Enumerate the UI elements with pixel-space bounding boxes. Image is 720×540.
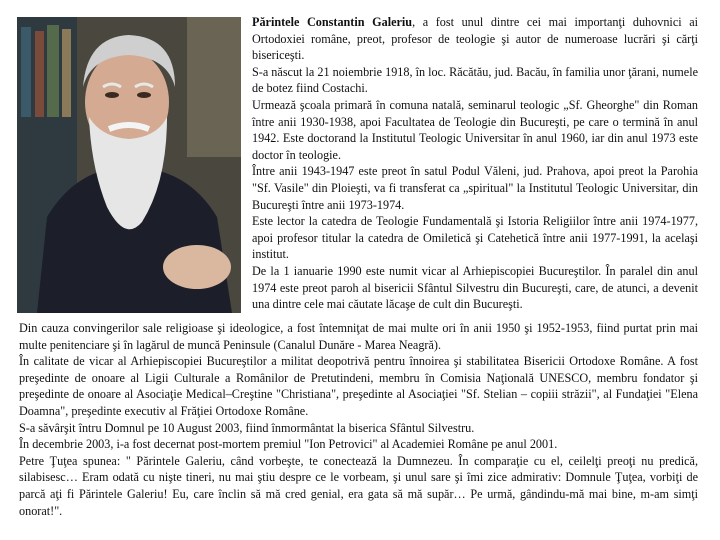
- subject-name: Părintele Constantin Galeriu: [252, 15, 413, 29]
- paragraph-teaching: Este lector la catedra de Teologie Fundamentală şi Istoria Religiilor între anii 1974-1977, apoi profesor titular la catedra de Omiletică şi Catehetică între anii 1977-1991, la acelaşi institut.: [252, 214, 698, 262]
- biography-top-column: [252, 14, 698, 313]
- portrait-photo: [17, 17, 241, 313]
- paragraph-imprisonment: Din cauza convingerilor sale religioase şi ideologice, a fost întemniţat de mai multe ori în anii 1950 şi 1952-1953, fiind purtat prin mai multe penitenciare şi în lagărul de muncă Peninsule (Canalul Dunăre - Marea Neagră).: [19, 321, 698, 352]
- paragraph-roles: În calitate de vicar al Arhiepiscopiei Bucureştilor a militat deopotrivă pentru înnoirea şi stabilitatea Bisericii Ortodoxe Române. A fost preşedinte de onoare al Ligii Culturale a Românilor de Pretutindeni, membru în Comisia Naţională UNESCO, membru fondator şi preşedinte de onoare al Asociaţie Medical–Creştine "Christiana", preşedinte al Asociaţiei "Sf. Stelian – copiii străzii", al Fundaţiei "Elena Doamna", preşedinte executiv al Frăţiei Ortodoxe Române.: [19, 354, 698, 418]
- intro-text: , a fost unul dintre cei mai importanţi duhovnici ai Ortodoxiei române, preot, profesor de teologie şi autor de numeroase lucrări şi cărţi bisericeşti.: [252, 15, 698, 63]
- paragraph-birth: S-a născut la 21 noiembrie 1918, în loc. Răcătău, jud. Bacău, în familia unor ţărani, numele de botez fiind Costachi.: [252, 64, 698, 96]
- paragraph-education: Urmează şcoala primară în comuna natală, seminarul teologic „Sf. Gheorghe" din Roman între anii 1930-1938, apoi Facultatea de Teologie din Bucureşti, pe care o termină în anul 1942. Este doctorand la Institutul Teologic Universitar în anul 1960, iar din anul 1973 este doctor în teologie.: [252, 97, 698, 162]
- portrait-illustration: [17, 17, 241, 313]
- intro-paragraph: [252, 14, 698, 64]
- paragraph-quote: Petre Ţuţea spunea: " Părintele Galeriu, când vorbeşte, te conectează la Dumnezeu. În comparaţie cu el, ceilelţi preoţi nu predică, silabisesc… Eram odată cu nişte tineri, nu mai ştiu despre ce le vorbeam, şi unul sare şi îmi zice admirativ: Domnule Ţuţea, vorbiţi de parcă aţi fi Părintele Galeriu! Eu, care înclin să mă cred genial, era gata să mă supăr… Pe urmă, gândindu-mă mai bine, m-am simţi onorat!".: [19, 453, 698, 518]
- paragraph-priesthood: Între anii 1943-1947 este preot în satul Podul Văleni, jud. Prahova, apoi preot la Parohia "Sf. Vasile" din Ploieşti, va fi transferat ca „spiritual" la Institutul Teologic Universitar, din Bucureşti între anii 1973-1974.: [252, 164, 698, 212]
- paragraph-death: S-a săvârşit întru Domnul pe 10 August 2003, fiind înmormântat la biserica Sfântul Silvestru.: [19, 420, 475, 435]
- paragraph-vicar: De la 1 ianuarie 1990 este numit vicar al Arhiepiscopiei Bucureştilor. În paralel din anul 1974 este preot paroh al bisericii Sfântul Silvestru din Bucureşti, care, de atunci, a devenit una dintre cele mai căutate lăcaşe de cult din Bucureşti.: [252, 263, 698, 312]
- paragraph-award: În decembrie 2003, i-a fost decernat post-mortem premiul "Ion Petrovici" al Academiei Române pe anul 2001.: [19, 437, 558, 452]
- biography-bottom-column: [19, 320, 698, 519]
